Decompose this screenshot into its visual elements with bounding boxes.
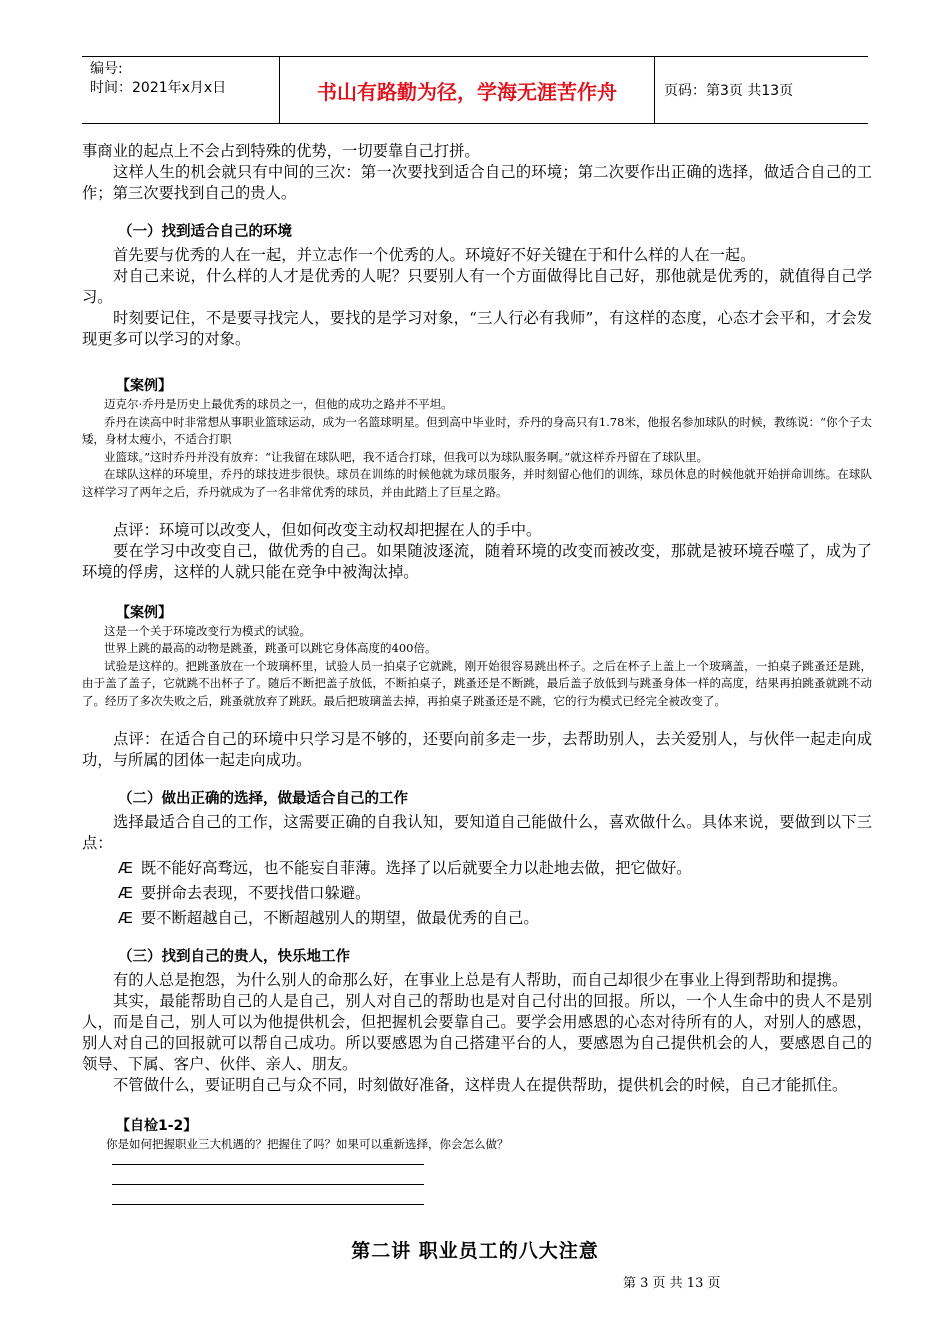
bullet-text: 既不能好高骛远，也不能妄自菲薄。选择了以后就要全力以赴地去做，把它做好。 bbox=[140, 858, 692, 877]
case2-para-1: 这是一个关于环境改变行为模式的试验。 bbox=[104, 623, 311, 638]
page-header bbox=[82, 56, 868, 124]
bullet-text: 要不断超越自己，不断超越别人的期望，做最优秀的自己。 bbox=[140, 908, 539, 927]
section3-title: （三）找到自己的贵人，快乐地工作 bbox=[118, 948, 350, 965]
case1-para-4: 在球队这样的环境里，乔丹的球技进步很快。球员在训练的时候他就为球员服务，并时刻留心他们的训练，球员休息的时候他就开始拼命训练。在球队这样学习了两年之后，乔丹就成为了一名非常优秀的球员，并由此踏上了巨星之路。 bbox=[82, 467, 872, 499]
case2-para-3: 试验是这样的。把跳蚤放在一个玻璃杯里，试验人员一拍桌子它就跳，刚开始很容易跳出杯子。之后在杯子上盖上一个玻璃盖，一拍桌子跳蚤还是跳，由于盖了盖子，它就跳不出杯子了。随后不断把盖子放低，不断拍桌子，跳蚤还是不断跳，最后盖子放低到与跳蚤身体一样的高度，结果再拍跳蚤就跳不动了。经历了多次失败之后，跳蚤就放弃了跳跃。最后把玻璃盖去掉，再拍桌子跳蚤还是不跳，它的行为模式已经完全被改变了。 bbox=[82, 658, 872, 708]
page-footer: 第 3 页 共 13 页 bbox=[623, 1276, 721, 1291]
comment2-para: 点评：在适合自己的环境中只学习是不够的，还要向前多走一步，去帮助别人，去关爱别人，与伙伴一起走向成功，与所属的团体一起走向成功。 bbox=[82, 729, 872, 769]
comment1-para-2: 要在学习中改变自己，做优秀的自己。如果随波逐流，随着环境的改变而被改变，那就是被环境吞噬了，成为了环境的俘虏，这样的人就只能在竞争中被淘汰掉。 bbox=[82, 541, 872, 581]
answer-line-1[interactable] bbox=[112, 1164, 424, 1165]
section1-para-2: 对自己来说，什么样的人才是优秀的人呢？只要别人有一个方面做得比自己好，那他就是优秀的，就值得自己学习。 bbox=[82, 267, 872, 306]
section2-bullet-1 bbox=[118, 858, 872, 879]
answer-line-3[interactable] bbox=[112, 1204, 424, 1205]
case2-title: 【案例】 bbox=[116, 604, 172, 621]
case2-para-2: 世界上跳的最高的动物是跳蚤，跳蚤可以跳它身体高度的400倍。 bbox=[104, 641, 437, 656]
document-body bbox=[82, 141, 872, 1153]
answer-line-2[interactable] bbox=[112, 1184, 424, 1185]
self-check-title: 【自检1-2】 bbox=[116, 1117, 198, 1134]
bullet-text: 要拼命去表现，不要找借口躲避。 bbox=[140, 883, 371, 902]
section2-para: 选择最适合自己的工作，这需要正确的自我认知，要知道自己能做什么，喜欢做什么。具体来说，要做到以下三点： bbox=[82, 812, 872, 852]
bullet-mark: Æ bbox=[118, 908, 133, 927]
intro-para-1: 事商业的起点上不会占到特殊的优势，一切要靠自己打拼。 bbox=[82, 142, 480, 160]
case1-para-2: 乔丹在读高中时非常想从事职业篮球运动，成为一名篮球明星。但到高中毕业时，乔丹的身高只有1.78米，他报名参加球队的时候，教练说：“你个子太矮，身材太瘦小，不适合打职 bbox=[82, 414, 872, 447]
header-motto: 书山有路勤为径，学海无涯苦作舟 bbox=[280, 57, 655, 123]
case1-para-3: 业篮球。”这时乔丹并没有放弃：“让我留在球队吧，我不适合打球，但我可以为球队服务啊。”就这样乔丹留在了球队里。 bbox=[104, 449, 709, 464]
header-page-info: 页码：第3页 共13页 bbox=[664, 83, 794, 99]
section3-para-3: 不管做什么，要证明自己与众不同，时刻做好准备，这样贵人在提供帮助，提供机会的时候，自己才能抓住。 bbox=[113, 1075, 848, 1094]
section3-para-1: 有的人总是抱怨，为什么别人的命那么好，在事业上总是有人帮助，而自己却很少在事业上得到帮助和提携。 bbox=[113, 970, 848, 989]
bullet-mark: Æ bbox=[118, 883, 133, 902]
comment1-para-1: 点评：环境可以改变人，但如何改变主动权却把握在人的手中。 bbox=[113, 520, 542, 539]
bullet-mark: Æ bbox=[118, 858, 133, 877]
section3-para-2: 其实，最能帮助自己的人是自己，别人对自己的帮助也是对自己付出的回报。所以，一个人生命中的贵人不是别人，而是自己，别人可以为他提供机会，但把握机会要靠自己。要学会用感恩的心态对待所有的人，对别人的感恩，别人对自己的回报就可以帮自己成功。所以要感恩为自己搭建平台的人，要感恩为自己提供机会的人，要感恩自己的领导、下属、客户、伙伴、亲人、朋友。 bbox=[82, 991, 872, 1073]
self-check-question: 你是如何把握职业三大机遇的？把握住了吗？如果可以重新选择，你会怎么做？ bbox=[106, 1136, 509, 1151]
section2-bullet-3 bbox=[118, 908, 872, 929]
section1-para-3: 时刻要记住，不是要寻找完人，要找的是学习对象，“三人行必有我师”，有这样的态度，心态才会平和，才会发现更多可以学习的对象。 bbox=[82, 309, 872, 348]
section2-bullet-2 bbox=[118, 883, 872, 904]
case1-para-1: 迈克尔·乔丹是历史上最优秀的球员之一，但他的成功之路并不平坦。 bbox=[104, 397, 453, 411]
section1-para-1: 首先要与优秀的人在一起，并立志作一个优秀的人。环境好不好关键在于和什么样的人在一起。 bbox=[113, 246, 756, 264]
case1-title: 【案例】 bbox=[116, 378, 172, 394]
section2-title: （二）做出正确的选择，做最适合自己的工作 bbox=[118, 790, 408, 807]
time-label: 时间：2021年x月x日 bbox=[90, 80, 227, 96]
intro-para-2: 这样人生的机会就只有中间的三次：第一次要找到适合自己的环境；第二次要作出正确的选择，做适合自己的工作；第三次要找到自己的贵人。 bbox=[82, 163, 872, 202]
number-label: 编号: bbox=[90, 61, 123, 77]
lecture-title: 第二讲 职业员工的八大注意 bbox=[351, 1240, 599, 1262]
header-meta bbox=[82, 57, 280, 123]
section1-title: （一）找到适合自己的环境 bbox=[118, 224, 292, 240]
